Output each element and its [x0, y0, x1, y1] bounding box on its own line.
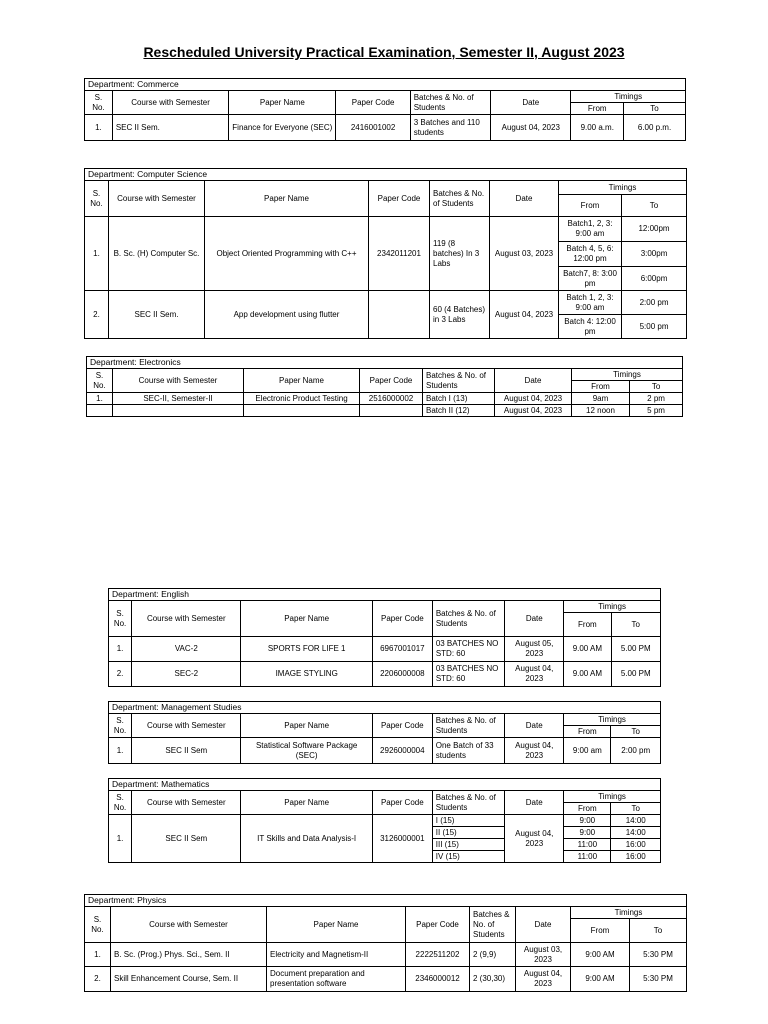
- paper-code-cell: 2516000002: [360, 393, 423, 405]
- department-label: Department: Management Studies: [109, 702, 661, 714]
- course-header: Course with Semester: [111, 907, 267, 943]
- paper-name-cell: IT Skills and Data Analysis-I: [241, 815, 372, 863]
- batches-header: Batches & No. of Students: [470, 907, 516, 943]
- course-cell: B. Sc. (H) Computer Sc.: [109, 217, 205, 291]
- table-row: [85, 943, 687, 967]
- table-row: [85, 291, 687, 315]
- to-cell: 6.00 p.m.: [624, 115, 686, 141]
- paper-code-cell: [369, 291, 430, 339]
- from-header: From: [559, 195, 622, 217]
- course-cell: SEC II Sem: [132, 815, 241, 863]
- paper-name-cell: App development using flutter: [205, 291, 369, 339]
- course-header: Course with Semester: [132, 601, 241, 637]
- paper-name-header: Paper Name: [244, 369, 360, 393]
- from-header: From: [564, 803, 611, 815]
- batches-cell: III (15): [432, 839, 505, 851]
- date-header: Date: [516, 907, 571, 943]
- paper-code-header: Paper Code: [336, 91, 410, 115]
- from-header: From: [572, 381, 630, 393]
- paper-code-header: Paper Code: [360, 369, 423, 393]
- paper-code-cell: 2222511202: [406, 943, 470, 967]
- paper-code-cell: 3126000001: [372, 815, 432, 863]
- course-cell: [113, 405, 244, 417]
- table-row: [109, 815, 661, 827]
- to-header: To: [630, 919, 687, 943]
- date-cell: August 05, 2023: [505, 637, 564, 662]
- to-cell: 6:00pm: [622, 267, 687, 291]
- course-cell: B. Sc. (Prog.) Phys. Sci., Sem. II: [111, 943, 267, 967]
- batches-cell: 03 BATCHES NO STD: 60: [432, 637, 505, 662]
- from-cell: Batch 1, 2, 3: 9:00 am: [559, 291, 622, 315]
- batches-cell: IV (15): [432, 851, 505, 863]
- batches-cell: 119 (8 batches) In 3 Labs: [430, 217, 490, 291]
- batches-cell: 03 BATCHES NO STD: 60: [432, 662, 505, 687]
- from-cell: Batch 4, 5, 6: 12:00 pm: [559, 242, 622, 267]
- from-cell: Batch 4: 12:00 pm: [559, 315, 622, 339]
- from-cell: 9:00: [564, 815, 611, 827]
- course-cell: VAC-2: [132, 637, 241, 662]
- computer-science-table: [84, 168, 687, 339]
- paper-code-cell: [360, 405, 423, 417]
- date-header: Date: [505, 791, 564, 815]
- batches-cell: II (15): [432, 827, 505, 839]
- date-cell: August 04, 2023: [490, 291, 559, 339]
- sno-cell: 1.: [109, 815, 132, 863]
- to-header: To: [611, 613, 660, 637]
- date-header: Date: [495, 369, 572, 393]
- to-cell: 16:00: [611, 851, 661, 863]
- sno-cell: 1.: [85, 115, 113, 141]
- date-cell: August 04, 2023: [491, 115, 571, 141]
- to-cell: 5 pm: [630, 405, 683, 417]
- paper-code-cell: 2206000008: [372, 662, 432, 687]
- paper-name-cell: Electronic Product Testing: [244, 393, 360, 405]
- to-header: To: [611, 726, 661, 738]
- course-header: Course with Semester: [109, 181, 205, 217]
- paper-name-header: Paper Name: [267, 907, 406, 943]
- date-cell: August 04, 2023: [495, 393, 572, 405]
- to-cell: 2 pm: [630, 393, 683, 405]
- batches-header: Batches & No. of Students: [432, 714, 505, 738]
- batches-cell: 3 Batches and 110 students: [410, 115, 490, 141]
- sno-header: S. No.: [85, 181, 109, 217]
- paper-name-header: Paper Name: [241, 714, 372, 738]
- batches-header: Batches & No. of Students: [430, 181, 490, 217]
- course-header: Course with Semester: [132, 714, 241, 738]
- paper-name-header: Paper Name: [241, 791, 372, 815]
- paper-code-cell: 2926000004: [372, 738, 432, 764]
- from-cell: 9.00 AM: [564, 637, 611, 662]
- from-cell: 12 noon: [572, 405, 630, 417]
- date-header: Date: [505, 601, 564, 637]
- course-header: Course with Semester: [113, 369, 244, 393]
- paper-code-header: Paper Code: [372, 714, 432, 738]
- to-header: To: [622, 195, 687, 217]
- to-cell: 16:00: [611, 839, 661, 851]
- course-cell: SEC II Sem.: [112, 115, 228, 141]
- date-cell: August 04, 2023: [516, 967, 571, 992]
- from-cell: Batch1, 2, 3: 9:00 am: [559, 217, 622, 242]
- from-header: From: [564, 613, 611, 637]
- sno-header: S. No.: [85, 907, 111, 943]
- from-cell: 11:00: [564, 839, 611, 851]
- date-header: Date: [491, 91, 571, 115]
- sno-cell: 2.: [85, 967, 111, 992]
- electronics-table: [86, 356, 683, 417]
- course-cell: SEC II Sem.: [109, 291, 205, 339]
- to-cell: 2:00 pm: [611, 738, 661, 764]
- batches-cell: Batch II (12): [423, 405, 495, 417]
- department-label: Department: English: [109, 589, 661, 601]
- paper-code-header: Paper Code: [369, 181, 430, 217]
- to-cell: 5.00 PM: [611, 662, 660, 687]
- paper-code-header: Paper Code: [372, 791, 432, 815]
- date-header: Date: [490, 181, 559, 217]
- physics-table: [84, 894, 687, 992]
- timings-header: Timings: [564, 714, 661, 726]
- batches-cell: I (15): [432, 815, 505, 827]
- to-cell: 5:00 pm: [622, 315, 687, 339]
- course-cell: SEC-2: [132, 662, 241, 687]
- to-header: To: [624, 103, 686, 115]
- batches-cell: 2 (30,30): [470, 967, 516, 992]
- timings-header: Timings: [564, 791, 661, 803]
- sno-cell: 1.: [87, 393, 113, 405]
- commerce-table: [84, 78, 686, 141]
- paper-name-cell: [244, 405, 360, 417]
- to-cell: 12:00pm: [622, 217, 687, 242]
- from-cell: 9:00 AM: [571, 943, 630, 967]
- batches-header: Batches & No. of Students: [423, 369, 495, 393]
- date-cell: August 04, 2023: [505, 815, 564, 863]
- date-cell: August 04, 2023: [505, 662, 564, 687]
- table-row: [85, 115, 686, 141]
- sno-header: S. No.: [109, 601, 132, 637]
- batches-cell: Batch I (13): [423, 393, 495, 405]
- date-cell: August 03, 2023: [490, 217, 559, 291]
- from-cell: 9:00: [564, 827, 611, 839]
- document-title: Rescheduled University Practical Examination, Semester II, August 2023: [143, 44, 625, 60]
- english-table: [108, 588, 661, 687]
- paper-code-cell: 2346000012: [406, 967, 470, 992]
- paper-code-cell: 2342011201: [369, 217, 430, 291]
- date-cell: August 04, 2023: [505, 738, 564, 764]
- sno-header: S. No.: [85, 91, 113, 115]
- table-row: [109, 738, 661, 764]
- paper-name-cell: IMAGE STYLING: [241, 662, 372, 687]
- table-row: [85, 217, 687, 242]
- timings-header: Timings: [564, 601, 661, 613]
- paper-code-cell: 2416001002: [336, 115, 410, 141]
- mathematics-table: [108, 778, 661, 863]
- from-header: From: [571, 103, 624, 115]
- to-cell: 5.00 PM: [611, 637, 660, 662]
- batches-header: Batches & No. of Students: [432, 601, 505, 637]
- sno-cell: 1.: [85, 217, 109, 291]
- to-cell: 14:00: [611, 815, 661, 827]
- from-cell: 9:00 AM: [571, 967, 630, 992]
- table-row: [85, 967, 687, 992]
- department-label: Department: Commerce: [85, 79, 686, 91]
- table-row: [87, 393, 683, 405]
- sno-header: S. No.: [87, 369, 113, 393]
- sno-cell: [87, 405, 113, 417]
- batches-cell: One Batch of 33 students: [432, 738, 505, 764]
- date-cell: August 03, 2023: [516, 943, 571, 967]
- paper-name-cell: Object Oriented Programming with C++: [205, 217, 369, 291]
- paper-name-cell: Finance for Everyone (SEC): [229, 115, 336, 141]
- paper-code-header: Paper Code: [372, 601, 432, 637]
- paper-code-cell: 6967001017: [372, 637, 432, 662]
- sno-cell: 1.: [85, 943, 111, 967]
- from-cell: 11:00: [564, 851, 611, 863]
- to-header: To: [611, 803, 661, 815]
- from-header: From: [564, 726, 611, 738]
- sno-cell: 2.: [85, 291, 109, 339]
- from-header: From: [571, 919, 630, 943]
- management-studies-table: [108, 701, 661, 764]
- from-cell: 9.00 AM: [564, 662, 611, 687]
- paper-name-header: Paper Name: [241, 601, 372, 637]
- paper-code-header: Paper Code: [406, 907, 470, 943]
- paper-name-cell: Document preparation and presentation software: [267, 967, 406, 992]
- sno-cell: 1.: [109, 738, 132, 764]
- timings-header: Timings: [571, 91, 686, 103]
- from-cell: 9:00 am: [564, 738, 611, 764]
- timings-header: Timings: [572, 369, 683, 381]
- timings-header: Timings: [559, 181, 687, 195]
- to-cell: 2:00 pm: [622, 291, 687, 315]
- table-row: [109, 662, 661, 687]
- to-cell: 3:00pm: [622, 242, 687, 267]
- batches-header: Batches & No. of Students: [432, 791, 505, 815]
- sno-cell: 1.: [109, 637, 132, 662]
- paper-name-header: Paper Name: [229, 91, 336, 115]
- batches-cell: 2 (9,9): [470, 943, 516, 967]
- to-cell: 14:00: [611, 827, 661, 839]
- department-label: Department: Computer Science: [85, 169, 687, 181]
- course-cell: SEC II Sem: [132, 738, 241, 764]
- batches-header: Batches & No. of Students: [410, 91, 490, 115]
- date-header: Date: [505, 714, 564, 738]
- course-cell: Skill Enhancement Course, Sem. II: [111, 967, 267, 992]
- course-header: Course with Semester: [132, 791, 241, 815]
- table-row: [109, 637, 661, 662]
- table-row: [87, 405, 683, 417]
- to-header: To: [630, 381, 683, 393]
- paper-name-cell: Electricity and Magnetism-II: [267, 943, 406, 967]
- course-header: Course with Semester: [112, 91, 228, 115]
- batches-cell: 60 (4 Batches) in 3 Labs: [430, 291, 490, 339]
- department-label: Department: Mathematics: [109, 779, 661, 791]
- to-cell: 5:30 PM: [630, 967, 687, 992]
- course-cell: SEC-II, Semester-II: [113, 393, 244, 405]
- paper-name-cell: SPORTS FOR LIFE 1: [241, 637, 372, 662]
- from-cell: 9am: [572, 393, 630, 405]
- sno-cell: 2.: [109, 662, 132, 687]
- department-label: Department: Physics: [85, 895, 687, 907]
- sno-header: S. No.: [109, 791, 132, 815]
- paper-name-header: Paper Name: [205, 181, 369, 217]
- timings-header: Timings: [571, 907, 687, 919]
- from-cell: 9.00 a.m.: [571, 115, 624, 141]
- paper-name-cell: Statistical Software Package (SEC): [241, 738, 372, 764]
- department-label: Department: Electronics: [87, 357, 683, 369]
- from-cell: Batch7, 8: 3:00 pm: [559, 267, 622, 291]
- to-cell: 5:30 PM: [630, 943, 687, 967]
- sno-header: S. No.: [109, 714, 132, 738]
- date-cell: August 04, 2023: [495, 405, 572, 417]
